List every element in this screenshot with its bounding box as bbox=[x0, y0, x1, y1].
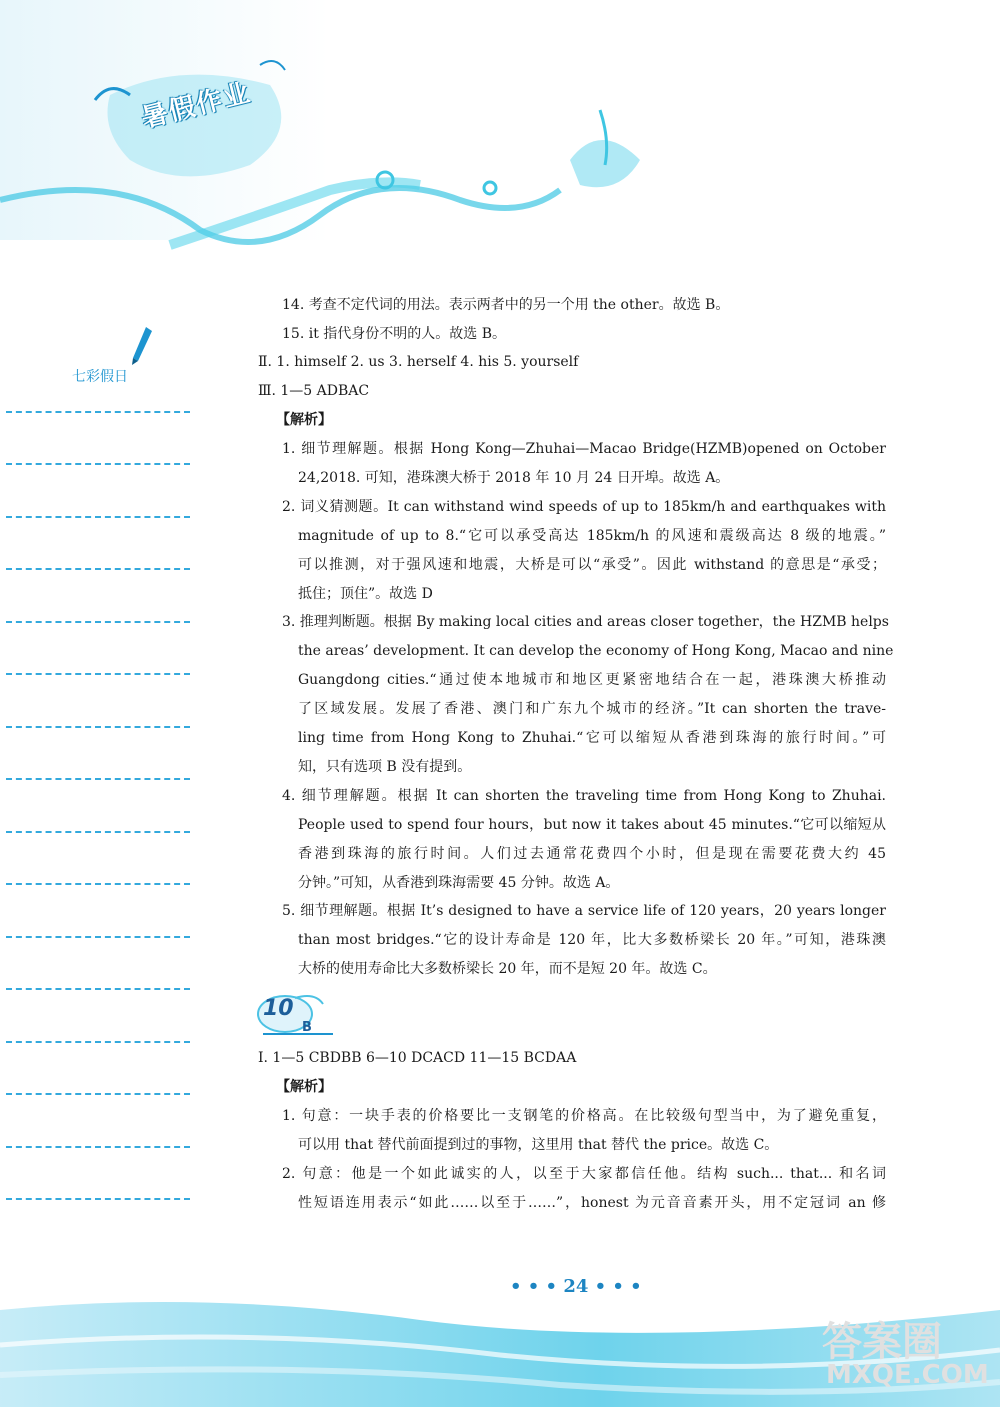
analysis-heading: 【解析】 bbox=[276, 412, 332, 428]
answer-line: 5. 细节理解题。根据 It’s designed to have a service life of 120 years，20 years longer bbox=[282, 903, 886, 919]
answer-line: 抵住；顶住”。故选 D bbox=[298, 586, 433, 602]
section-letter: B bbox=[302, 1020, 312, 1035]
answer-line: Ⅱ. 1. himself 2. us 3. herself 4. his 5. yourself bbox=[258, 354, 579, 370]
watermark-url: MXQE.COM bbox=[826, 1360, 989, 1390]
answer-line: ling time from Hong Kong to Zhuhai.“它可以缩短从香港到珠海的旅行时间。”可 bbox=[298, 730, 886, 746]
sidebar-label: 七彩假日 bbox=[72, 369, 128, 385]
answer-line: 2. 句意：他是一个如此诚实的人，以至于大家都信任他。结构 such... that... 和名词 bbox=[282, 1166, 886, 1182]
note-line bbox=[6, 1093, 190, 1095]
watermark-logo: 答案圈 bbox=[822, 1319, 942, 1365]
answer-line: the areas’ development. It can develop the economy of Hong Kong, Macao and nine bbox=[298, 643, 894, 659]
note-line bbox=[6, 778, 190, 780]
answer-line: People used to spend four hours，but now it takes about 45 minutes.“它可以缩短从 bbox=[298, 817, 886, 833]
note-line bbox=[6, 516, 190, 518]
answer-line: magnitude of up to 8.“它可以承受高达 185km/h 的风速和震级高达 8 级的地震。” bbox=[298, 528, 886, 544]
note-line bbox=[6, 726, 190, 728]
analysis-heading: 【解析】 bbox=[276, 1079, 332, 1095]
section-number: 10 bbox=[263, 996, 294, 1021]
answer-line: Guangdong cities.“通过使本地城市和地区更紧密地结合在一起，港珠澳大桥推动 bbox=[298, 672, 886, 688]
pen-icon bbox=[130, 325, 154, 365]
page-number: • • • 24 • • • bbox=[510, 1276, 642, 1297]
answer-line: 1. 句意：一块手表的价格要比一支钢笔的价格高。在比较级句型当中，为了避免重复， bbox=[282, 1108, 886, 1124]
note-line bbox=[6, 936, 190, 938]
answer-line: 2. 词义猜测题。It can withstand wind speeds of up to 185km/h and earthquakes with bbox=[282, 499, 886, 515]
answer-line: Ⅰ. 1—5 CBDBB 6—10 DCACD 11—15 BCDAA bbox=[258, 1050, 577, 1066]
answer-line: 香港到珠海的旅行时间。人们过去通常花费四个小时，但是现在需要花费大约 45 bbox=[298, 846, 886, 862]
note-line bbox=[6, 1041, 190, 1043]
answer-line: 大桥的使用寿命比大多数桥梁长 20 年，而不是短 20 年。故选 C。 bbox=[298, 961, 717, 977]
answer-line: 知，只有选项 B 没有提到。 bbox=[298, 759, 472, 775]
answer-line: 可以用 that 替代前面提到过的事物，这里用 that 替代 the price。故选 C。 bbox=[298, 1137, 779, 1153]
answer-line: 性短语连用表示“如此……以至于……”，honest 为元音音素开头，用不定冠词 an 修 bbox=[298, 1195, 886, 1211]
answer-line: 4. 细节理解题。根据 It can shorten the traveling time from Hong Kong to Zhuhai. bbox=[282, 788, 886, 804]
note-line bbox=[6, 673, 190, 675]
answer-line: 可以推测，对于强风速和地震，大桥是可以“承受”。因此 withstand 的意思是“承受； bbox=[298, 557, 886, 573]
note-line bbox=[6, 883, 190, 885]
note-line bbox=[6, 411, 190, 413]
answer-line: Ⅲ. 1—5 ADBAC bbox=[258, 383, 370, 399]
answer-line: 1. 细节理解题。根据 Hong Kong—Zhuhai—Macao Bridge(HZMB)opened on October bbox=[282, 441, 886, 457]
answer-line: 14. 考查不定代词的用法。表示两者中的另一个用 the other。故选 B。 bbox=[282, 297, 730, 313]
note-line bbox=[6, 621, 190, 623]
answer-line: 24,2018. 可知，港珠澳大桥于 2018 年 10 月 24 日开埠。故选 A。 bbox=[298, 470, 730, 486]
answer-line: 分钟。”可知，从香港到珠海需要 45 分钟。故选 A。 bbox=[298, 875, 620, 891]
note-line bbox=[6, 463, 190, 465]
note-line bbox=[6, 1146, 190, 1148]
answer-line: 15. it 指代身份不明的人。故选 B。 bbox=[282, 326, 507, 342]
note-line bbox=[6, 568, 190, 570]
banner-title: 暑假作业 bbox=[138, 77, 255, 135]
note-line bbox=[6, 988, 190, 990]
answer-line: than most bridges.“它的设计寿命是 120 年，比大多数桥梁长 20 年。”可知，港珠澳 bbox=[298, 932, 886, 948]
answer-line: 了区域发展。发展了香港、澳门和广东九个城市的经济。”It can shorten the trave- bbox=[298, 701, 886, 717]
note-line bbox=[6, 1198, 190, 1200]
answer-line: 3. 推理判断题。根据 By making local cities and areas closer together，the HZMB helps bbox=[282, 614, 889, 630]
note-line bbox=[6, 831, 190, 833]
